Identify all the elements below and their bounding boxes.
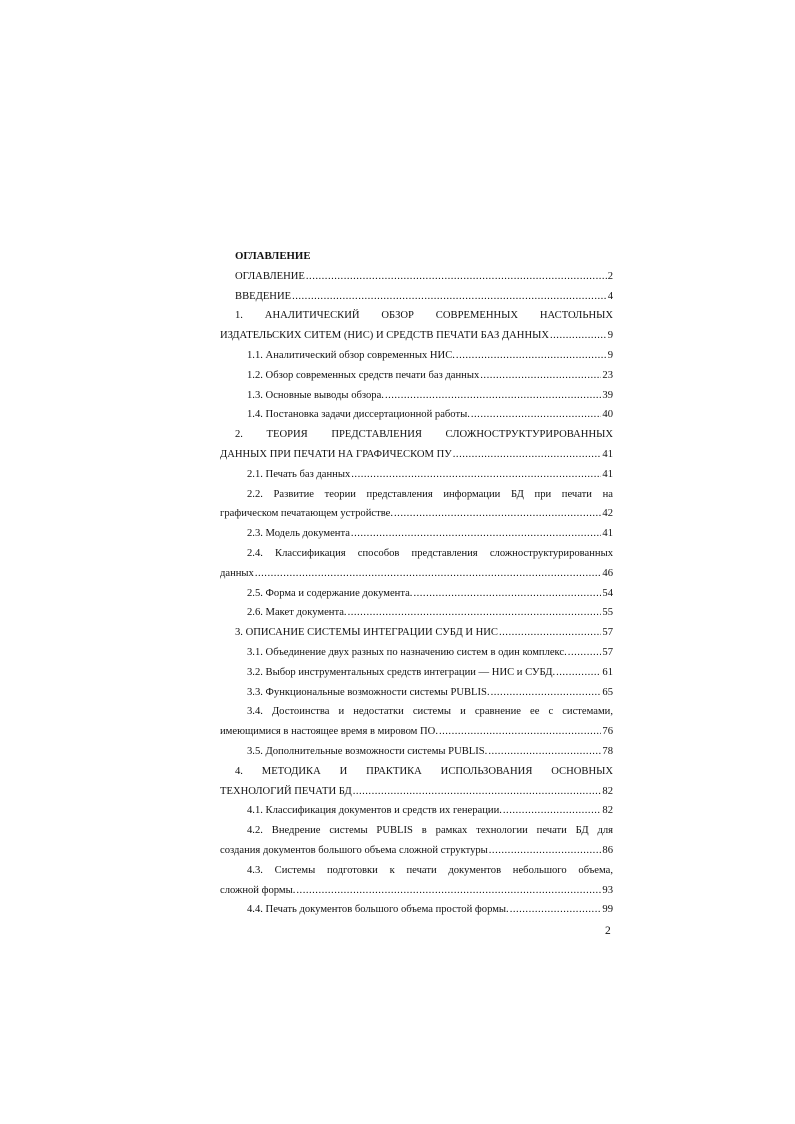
toc-entry-text: 4.3. Системы подготовки к печати документов небольшого объема, bbox=[247, 864, 613, 876]
toc-entry-page: 41 bbox=[602, 448, 613, 460]
page-number: 2 bbox=[605, 925, 611, 937]
toc-entry bbox=[220, 287, 613, 307]
dot-leader bbox=[489, 841, 602, 861]
dot-leader bbox=[351, 465, 601, 485]
toc-entry-page: 57 bbox=[602, 646, 613, 658]
dot-leader bbox=[439, 722, 601, 742]
toc-entry-text: графическом печатающем устройстве. bbox=[220, 508, 394, 520]
dot-leader bbox=[510, 900, 602, 920]
toc-entry-text: 3.4. Достоинства и недостатки системы и сравнение ее с системами, bbox=[247, 706, 613, 718]
toc-entry-text: ВВЕДЕНИЕ bbox=[235, 290, 292, 302]
dot-leader bbox=[353, 782, 602, 802]
dot-leader bbox=[568, 643, 602, 663]
dot-leader bbox=[499, 623, 601, 643]
dot-leader bbox=[491, 683, 602, 703]
toc-entry bbox=[220, 663, 613, 683]
toc-entry-page: 82 bbox=[602, 805, 613, 817]
toc-entry bbox=[220, 801, 613, 821]
toc-entry-page: 9 bbox=[607, 349, 613, 361]
toc-entry-text: 1. АНАЛИТИЧЕСКИЙ ОБЗОР СОВРЕМЕННЫХ НАСТОЛЬНЫХ bbox=[235, 310, 613, 322]
dot-leader bbox=[348, 603, 602, 623]
toc-entry-text: ТЕХНОЛОГИЙ ПЕЧАТИ БД bbox=[220, 785, 352, 797]
toc-entry-text: 1.1. Аналитический обзор современных НИС. bbox=[247, 349, 455, 361]
toc-entry-text: сложной формы. bbox=[220, 884, 296, 896]
toc-entry-text: 2.3. Модель документа bbox=[247, 528, 350, 540]
toc-heading: ОГЛАВЛЕНИЕ bbox=[235, 250, 311, 262]
toc-entry-text: 2.2. Развитие теории представления информации БД при печати на bbox=[247, 488, 613, 500]
toc-entry bbox=[220, 544, 613, 584]
toc-entry bbox=[220, 386, 613, 406]
toc-entry bbox=[220, 346, 613, 366]
dot-leader bbox=[480, 366, 601, 386]
toc-entry bbox=[220, 623, 613, 643]
toc-entry-page: 41 bbox=[602, 528, 613, 540]
toc-entry-text: 3. ОПИСАНИЕ СИСТЕМЫ ИНТЕГРАЦИИ СУБД И НИС bbox=[235, 627, 498, 639]
dot-leader bbox=[488, 742, 601, 762]
toc-entry-text: 3.3. Функциональные возможности системы PUBLIS. bbox=[247, 686, 490, 698]
toc-entry-page: 86 bbox=[602, 844, 613, 856]
toc-entry-text: ДАННЫХ ПРИ ПЕЧАТИ НА ГРАФИЧЕСКОМ ПУ bbox=[220, 448, 452, 460]
toc-entry bbox=[220, 683, 613, 703]
toc-entry-text: 1.4. Постановка задачи диссертационной работы. bbox=[247, 409, 470, 421]
dot-leader bbox=[456, 346, 607, 366]
toc-entry-page: 57 bbox=[602, 627, 613, 639]
toc-entry bbox=[220, 366, 613, 386]
dot-leader bbox=[255, 564, 602, 584]
dot-leader bbox=[385, 386, 601, 406]
toc-entry bbox=[220, 584, 613, 604]
toc-entry bbox=[220, 405, 613, 425]
dot-leader bbox=[292, 287, 607, 307]
dot-leader bbox=[351, 524, 601, 544]
toc-entry-text: 4.1. Классификация документов и средств их генерации. bbox=[247, 805, 502, 817]
toc-entry bbox=[220, 485, 613, 525]
toc-list bbox=[220, 267, 613, 920]
dot-leader bbox=[296, 881, 601, 901]
toc-entry-page: 46 bbox=[602, 567, 613, 579]
toc-entry-page: 55 bbox=[602, 607, 613, 619]
toc-entry-text: создания документов большого объема сложной структуры bbox=[220, 844, 488, 856]
toc-entry-page: 40 bbox=[602, 409, 613, 421]
toc-entry bbox=[220, 524, 613, 544]
toc-entry bbox=[220, 306, 613, 346]
toc-entry-text: имеющимися в настоящее время в мировом ПО. bbox=[220, 726, 438, 738]
toc-entry bbox=[220, 603, 613, 623]
toc-entry bbox=[220, 762, 613, 802]
dot-leader bbox=[453, 445, 602, 465]
dot-leader bbox=[550, 326, 607, 346]
dot-leader bbox=[306, 267, 607, 287]
toc-entry-text: 1.2. Обзор современных средств печати баз данных bbox=[247, 369, 480, 381]
table-of-contents bbox=[220, 247, 613, 920]
dot-leader bbox=[503, 801, 602, 821]
dot-leader bbox=[556, 663, 601, 683]
toc-entry bbox=[220, 465, 613, 485]
toc-entry-page: 65 bbox=[602, 686, 613, 698]
toc-entry-page: 23 bbox=[602, 369, 613, 381]
toc-entry-text: 4.2. Внедрение системы PUBLIS в рамках технологии печати БД для bbox=[247, 825, 613, 837]
toc-entry-page: 76 bbox=[602, 726, 613, 738]
toc-entry-text: ИЗДАТЕЛЬСКИХ СИТЕМ (НИС) И СРЕДСТВ ПЕЧАТИ БАЗ ДАННЫХ bbox=[220, 330, 549, 342]
toc-entry-text: 3.5. Дополнительные возможности системы PUBLIS. bbox=[247, 745, 488, 757]
toc-entry bbox=[220, 702, 613, 742]
toc-entry-text: 2.5. Форма и содержание документа. bbox=[247, 587, 413, 599]
toc-entry-page: 4 bbox=[607, 290, 613, 302]
toc-entry-text: 3.1. Объединение двух разных по назначению систем в один комплекс. bbox=[247, 646, 567, 658]
toc-entry-page: 2 bbox=[607, 270, 613, 282]
toc-entry bbox=[220, 861, 613, 901]
toc-entry-text: 2.6. Макет документа. bbox=[247, 607, 347, 619]
toc-entry-text: 3.2. Выбор инструментальных средств интеграции — НИС и СУБД. bbox=[247, 666, 556, 678]
toc-entry-page: 54 bbox=[602, 587, 613, 599]
toc-entry-page: 93 bbox=[602, 884, 613, 896]
toc-entry-page: 9 bbox=[607, 330, 613, 342]
toc-entry-page: 78 bbox=[602, 745, 613, 757]
toc-entry-page: 41 bbox=[602, 468, 613, 480]
toc-entry bbox=[220, 643, 613, 663]
toc-entry-text: 1.3. Основные выводы обзора. bbox=[247, 389, 384, 401]
toc-entry bbox=[220, 821, 613, 861]
toc-entry-text: 2.4. Классификация способов представления сложноструктурированных bbox=[247, 547, 613, 559]
toc-entry-page: 82 bbox=[602, 785, 613, 797]
toc-entry bbox=[220, 267, 613, 287]
toc-entry-text: данных bbox=[220, 567, 254, 579]
toc-entry-text: 2. ТЕОРИЯ ПРЕДСТАВЛЕНИЯ СЛОЖНОСТРУКТУРИРОВАННЫХ bbox=[235, 429, 613, 441]
toc-entry-page: 42 bbox=[602, 508, 613, 520]
toc-entry-text: ОГЛАВЛЕНИЕ bbox=[235, 270, 305, 282]
toc-entry bbox=[220, 900, 613, 920]
toc-entry-text: 2.1. Печать баз данных bbox=[247, 468, 351, 480]
toc-entry-page: 99 bbox=[602, 904, 613, 916]
toc-entry bbox=[220, 742, 613, 762]
toc-entry-text: 4.4. Печать документов большого объема простой формы. bbox=[247, 904, 509, 916]
dot-leader bbox=[394, 504, 601, 524]
toc-entry bbox=[220, 425, 613, 465]
toc-entry-page: 61 bbox=[602, 666, 613, 678]
toc-entry-text: 4. МЕТОДИКА И ПРАКТИКА ИСПОЛЬЗОВАНИЯ ОСНОВНЫХ bbox=[235, 765, 613, 777]
dot-leader bbox=[471, 405, 602, 425]
dot-leader bbox=[413, 584, 601, 604]
toc-entry-page: 39 bbox=[602, 389, 613, 401]
